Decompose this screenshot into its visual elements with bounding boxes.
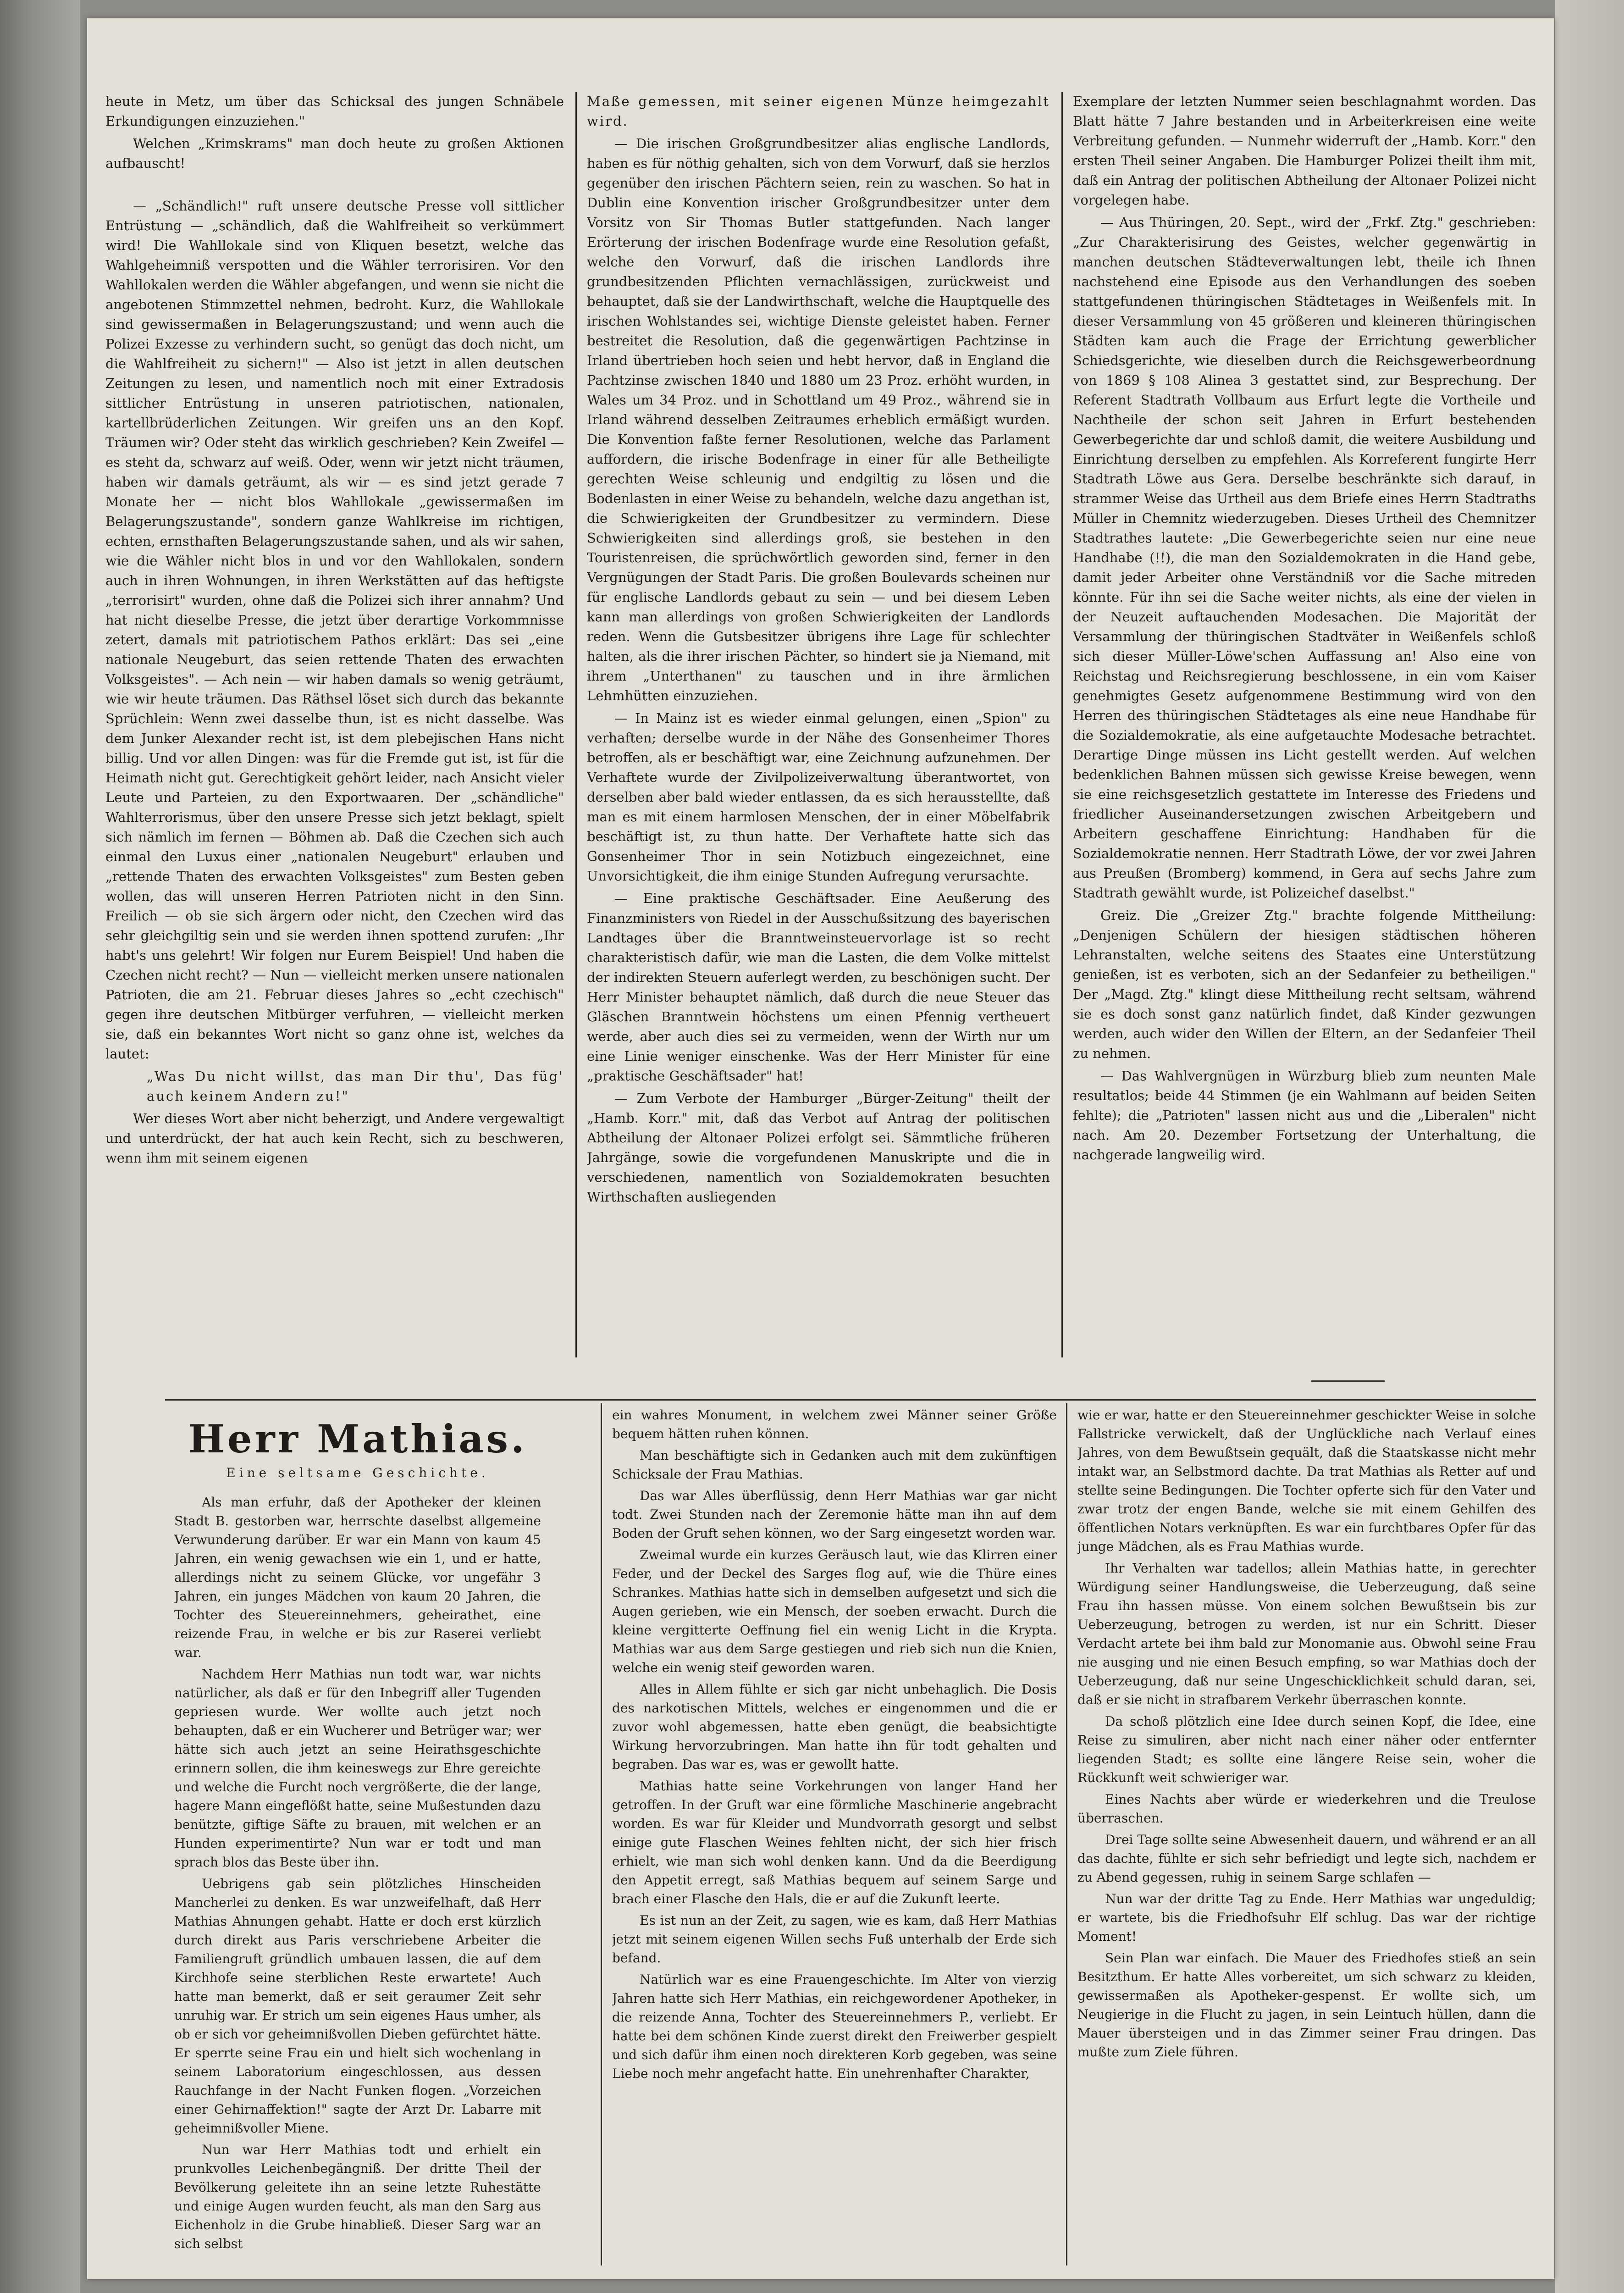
paragraph: Das war Alles überflüssig, denn Herr Mathias war gar nicht todt. Zwei Stunden nach der Zeremonie hätte man ihn auf dem Boden der Gruft sehen können, wo der Sarg eingesetzt worden war.: [612, 1488, 1057, 1541]
paragraph: wie er war, hatte er den Steuereinnehmer geschickter Weise in solche Fallstricke verwickelt, daß der Unglückliche nach Verlauf eines Jahres, von dem Bewußtsein gequält, daß die Staatskasse nicht mehr intakt war, an Selbstmord dachte. Da trat Mathias als Retter auf und stellte seine Bedingungen. Die Tochter opferte sich für den Vater und zwar trotz der engen Bande, welche sie mit einem Gehilfen des öffentlichen Notars verknüpften. Es war ein furchtbares Opfer für das junge Mädchen, als es Frau Mathias wurde.: [1077, 1407, 1536, 1554]
paragraph: Drei Tage sollte seine Abwesenheit dauern, und während er an all das dachte, fühlte er sich sehr befriedigt und legte sich, nachdem er zu Abend gegessen, ruhig in seinem Sarge schlafen —: [1077, 1832, 1536, 1885]
column-divider: [575, 92, 577, 1357]
news-column-1: [105, 92, 564, 1362]
paragraph: Alles in Allem fühlte er sich gar nicht unbehaglich. Die Dosis des narkotischen Mittels, welches er eingenommen und die er zuvor wohl abgemessen, hatte eben genügt, die beabsichtigte Wirkung hervorzubringen. Man hatte ihn für todt gehalten und begraben. Das war es, was er gewollt hatte.: [612, 1682, 1057, 1772]
paragraph: — Die irischen Großgrundbesitzer alias englische Landlords, haben es für nöthig gehalten, sich von dem Vorwurf, daß sie herzlos gegenüber den irischen Pächtern seien, rein zu waschen. So hat in Dublin eine Konvention irischer Großgrundbesitzer unter dem Vorsitz von Sir Thomas Butler stattgefunden. Nach langer Erörterung der irischen Bodenfrage wurde eine Resolution gefaßt, welche den Vorwurf, daß die irischen Landlords ihre grundbesitzenden Pflichten vernachlässigen, zurückweist und behauptet, daß sie der Landwirthschaft, welche die Hauptquelle des irischen Wohlstandes sei, wichtige Dienste geleistet haben. Ferner bestreitet die Resolution, daß die gegenwärtigen Pachtzinse in Irland übertrieben hoch seien und hebt hervor, daß in England die Pachtzinse zwischen 1840 und 1880 um 23 Proz. erhöht wurden, in Wales um 34 Proz. und in Schottland um 49 Proz., während sie in Irland während desselben Zeitraumes erheblich ermäßigt wurden. Die Konvention faßte ferner Resolutionen, welche das Parlament auffordern, die irische Bodenfrage in einer für alle Betheiligte gerechten Weise schleunig und endgiltig zu lösen und die Bodenlasten in einer Weise zu behandeln, welche dazu angethan ist, die Schwierigkeiten der Grundbesitzer zu vermindern. Diese Schwierigkeiten sind allerdings groß, sie bestehen in den Touristenreisen, die sprüchwörtlich geworden sind, ferner in den Vergnügungen der Stadt Paris. Die großen Boulevards scheinen nur für englische Landlords gebaut zu sein — und bei diesem Leben kann man allerdings von großen Schwierigkeiten der Landlords reden. Wenn die Gutsbesitzer übrigens ihre Lage für schlechter halten, als die ihrer irischen Pächter, so hindert sie ja Niemand, mit ihrem „Unterthanen" zu tauschen und in ihre ärmlichen Lehmhütten einzuziehen.: [587, 136, 1050, 703]
paragraph: Exemplare der letzten Nummer seien beschlagnahmt worden. Das Blatt hätte 7 Jahre bestanden und in Arbeiterkreisen eine weite Verbreitung gefunden. — Nunmehr widerruft der „Hamb. Korr." den ersten Theil seiner Angaben. Die Hamburger Polizei theilt ihm mit, daß ein Antrag der politischen Abtheilung der Altonaer Polizei nicht vorgelegen habe.: [1073, 94, 1536, 208]
paragraph: — Aus Thüringen, 20. Sept., wird der „Frkf. Ztg." geschrieben: „Zur Charakterisirung des Geistes, welcher gegenwärtig in manchen deutschen Städteverwaltungen lebt, theile ich Ihnen nachstehend eine Episode aus den Verhandlungen des soeben stattgefundenen thüringischen Städtetages in Weißenfels mit. In dieser Versammlung von 45 größeren und kleineren thüringischen Städten kam auch die Frage der Errichtung gewerblicher Schiedsgerichte, wie dieselben durch die Reichsgewerbeordnung von 1869 § 108 Alinea 3 gestattet sind, zur Besprechung. Der Referent Stadtrath Vollbaum aus Erfurt legte die Vortheile und Nachtheile der schon seit Jahren in Erfurt bestehenden Gewerbegerichte dar und schloß damit, die weitere Ausbildung und Einrichtung derselben zu empfehlen. Als Korreferent fungirte Herr Stadtrath Löwe aus Gera. Derselbe beschränkte sich darauf, in strammer Weise das Urtheil aus dem Briefe eines Herrn Stadtraths Müller in Chemnitz wiederzugeben. Dieses Urtheil des Chemnitzer Stadtrathes lautete: „Die Gewerbegerichte seien nur eine neue Handhabe (!!), die man den Sozialdemokraten in die Hand gebe, damit jeder Arbeiter ohne Verständniß vor die Sache mitreden könnte. Für ihn sei die Sache weiter nichts, als eine der vielen in der Neuzeit auftauchenden Modesachen. Die Majorität der Versammlung der thüringischen Stadtväter in Weißenfels schloß sich dieser Müller-Löwe'schen Auffassung an! Also eine von Reichstag und Reichsregierung beschlossene, in ein vom Kaiser genehmigtes Gesetz aufgenommene Bestimmung wird von den Herren des thüringischen Städtetages als eine neue Handhabe für die Sozialdemokratie, als eine aufgetauchte Modesache betrachtet. Derartige Dinge müssen ins Licht gestellt werden. Auf welchen bedenklichen Bahnen müssen sich gewisse Kreise bewegen, wenn sie eine reichsgesetzlich gestattete im Interesse des Friedens und friedlicher Auseinandersetzungen zwischen Arbeitgebern und Arbeitern geschaffene Einrichtung: Handhaben für die Sozialdemokratie nennen. Herr Stadtrath Löwe, der vor zwei Jahren aus Preußen (Bromberg) kommend, in Gera auf sechs Jahre zum Stadtrath gewählt wurde, ist Polizeichef daselbst.": [1073, 215, 1536, 901]
column-divider: [1061, 92, 1063, 1357]
paragraph: Maße gemessen, mit seiner eigenen Münze heimgezahlt wird.: [587, 94, 1050, 129]
paragraph: Nun war der dritte Tag zu Ende. Herr Mathias war ungeduldig; er wartete, bis die Friedhofsuhr Elf schlug. Das war der richtige Moment!: [1077, 1891, 1536, 1944]
story-title: Herr Mathias.: [188, 1416, 527, 1462]
paragraph: Uebrigens gab sein plötzliches Hinscheiden Mancherlei zu denken. Es war unzweifelhaft, daß Herr Mathias Ahnungen gehabt. Hatte er doch erst kürzlich durch direkt aus Paris verschriebene Arbeiter die Familiengruft gründlich umbauen lassen, die auf dem Kirchhofe seine sterblichen Reste erwartete! Auch hatte man bemerkt, daß er seit geraumer Zeit sehr unruhig war. Er strich um sein eigenes Haus umher, als ob er sich vor geheimnißvollen Dieben gefürchtet hätte. Er sperrte seine Frau ein und hielt sich wochenlang in seinem Laboratorium eingeschlossen, aus dessen Rauchfange in der Nacht Funken flogen. „Vorzeichen einer Gehirnaffektion!" sagte der Arzt Dr. Labarre mit geheimnißvoller Miene.: [174, 1876, 541, 2136]
paragraph: heute in Metz, um über das Schicksal des jungen Schnäbele Erkundigungen einzuziehen.": [105, 94, 564, 129]
newspaper-page: [87, 18, 1554, 2279]
paragraph: Eines Nachts aber würde er wiederkehren und die Treulose überraschen.: [1077, 1792, 1536, 1826]
story-column-3: [1077, 1406, 1536, 2263]
news-column-3: [1073, 92, 1536, 1362]
paragraph: Greiz. Die „Greizer Ztg." brachte folgende Mittheilung: „Denjenigen Schülern der hiesigen städtischen höheren Lehranstalten, welche seitens des Staates eine Unterstützung genießen, ist es verboten, sich an der Sedanfeier zu betheiligen." Der „Magd. Ztg." klingt diese Mittheilung recht seltsam, während sie es doch sonst ganz natürlich findet, daß Kinder gezwungen werden, auch wider den Willen der Eltern, an der Sedanfeier Theil zu nehmen.: [1073, 908, 1536, 1061]
quote: „Was Du nicht willst, das man Dir thu', Das füg' auch keinem Andern zu!": [147, 1069, 564, 1104]
news-column-2: [587, 92, 1050, 1362]
story-subtitle: Eine seltsame Geschichte.: [226, 1465, 489, 1480]
paragraph: Sein Plan war einfach. Die Mauer des Friedhofes stieß an sein Besitzthum. Er hatte Alles vorbereitet, um sich schwarz zu kleiden, gewissermaßen als Apotheker-gespenst. Er wollte sich, um Neugierige in die Flucht zu jagen, in sein Leintuch hüllen, dann die Mauer übersteigen und in das Zimmer seiner Frau dringen. Das mußte zum Ziele führen.: [1077, 1950, 1536, 2060]
paragraph: — Eine praktische Geschäftsader. Eine Aeußerung des Finanzministers von Riedel in der Ausschußsitzung des bayerischen Landtages über die Branntweinsteuervorlage ist so recht charakteristisch dafür, wie man die Lasten, die dem Volke mittelst der indirekten Steuern auferlegt werden, zu beschönigen sucht. Der Herr Minister behauptet nämlich, daß durch die neue Steuer das Gläschen Branntwein höchstens um einen Pfennig vertheuert werde, aber auch dies sei zu vermeiden, wenn der Wirth nur um eine Linie weniger einschenke. Was der Herr Minister für eine „praktische Geschäftsader" hat!: [587, 891, 1050, 1084]
paragraph: Ihr Verhalten war tadellos; allein Mathias hatte, in gerechter Würdigung seiner Handlungsweise, die Ueberzeugung, daß seine Frau ihn hassen müsse. Von einem solchen Bewußtsein bis zur Ueberzeugung, betrogen zu werden, ist nur ein Schritt. Dieser Verdacht artete bei ihm bald zur Monomanie aus. Obwohl seine Frau nie ausging und nie einen Besuch empfing, so war Mathias doch der Ueberzeugung, daß nur seine Ungeschicklichkeit schuld daran, sei, daß er sie nicht in strafbarem Verkehr überraschen konnte.: [1077, 1561, 1536, 1707]
paragraph: Natürlich war es eine Frauengeschichte. Im Alter von vierzig Jahren hatte sich Herr Mathias, ein reichgewordener Apotheker, in die reizende Anna, Tochter des Steuereinnehmers P., verliebt. Er hatte bei dem schönen Kinde zuerst direkt den Freiwerber gespielt und sich dafür ihm einen noch direkteren Korb gegeben, was seine Liebe noch mehr angefacht hatte. Ein unehrenhafter Charakter,: [612, 1972, 1057, 2081]
column-divider: [601, 1403, 602, 2265]
paragraph: Als man erfuhr, daß der Apotheker der kleinen Stadt B. gestorben war, herrschte daselbst allgemeine Verwunderung darüber. Er war ein Mann von kaum 45 Jahren, ein wenig gewachsen wie ein 1, und er hatte, allerdings nicht zu seinem Glücke, vor ungefähr 3 Jahren, ein junges Mädchen von kaum 20 Jahren, die Tochter des Steuereinnehmers, geheirathet, eine reizende Frau, in welche er bis zur Raserei verliebt war.: [174, 1495, 541, 1660]
paragraph: Man beschäftigte sich in Gedanken auch mit dem zukünftigen Schicksale der Frau Mathias.: [612, 1448, 1057, 1482]
section-end-rule: [1311, 1380, 1385, 1382]
story-column-2: [612, 1406, 1057, 2263]
paragraph: Welchen „Krimskrams" man doch heute zu großen Aktionen aufbauscht!: [105, 136, 564, 171]
scan-right-edge: [1555, 0, 1624, 2293]
paragraph: ein wahres Monument, in welchem zwei Männer seiner Größe bequem hätten ruhen können.: [612, 1407, 1057, 1441]
paragraph: Nachdem Herr Mathias nun todt war, war nichts natürlicher, als daß er für den Inbegriff aller Tugenden gepriesen wurde. Wer wollte auch jetzt noch behaupten, daß er ein Wucherer und Betrüger war; wer hätte sich auch jetzt an seine Heirathsgeschichte erinnern sollen, die ihm keineswegs zur Ehre gereichte und welche die Furcht noch vergrößerte, die der lange, hagere Mann eingeflößt hatte, seine Mußestunden dazu benützte, giftige Säfte zu brauen, mit welchen er an Hunden experimentirte? Nun war er todt und man sprach blos das Beste über ihn.: [174, 1667, 541, 1870]
paragraph: Mathias hatte seine Vorkehrungen von langer Hand her getroffen. In der Gruft war eine förmliche Maschinerie angebracht worden. Es war für Kleider und Mundvorrath gesorgt und selbst einige gute Flaschen Weines fehlten nicht, der sich hier frisch erhielt, wie man sich wohl denken kann. Und da die Beerdigung den Appetit erregt, saß Mathias bequem auf seinem Sarge und brach einer Flasche den Hals, die er auf die Zukunft leerte.: [612, 1778, 1057, 1906]
story-column-1: [174, 1493, 541, 2263]
paragraph: Nun war Herr Mathias todt und erhielt ein prunkvolles Leichenbegängniß. Der dritte Theil der Bevölkerung geleitete ihn an seine letzte Ruhestätte und einige Augen wurden feucht, als man den Sarg aus Eichenholz in die Grube hinabließ. Dieser Sarg war an sich selbst: [174, 2142, 541, 2251]
paragraph: Zweimal wurde ein kurzes Geräusch laut, wie das Klirren einer Feder, und der Deckel des Sarges flog auf, wie die Thüre eines Schrankes. Mathias hatte sich in demselben aufgesetzt und sich die Augen gerieben, wie ein Mensch, der soeben erwacht. Durch die kleine vergitterte Oeffnung fiel ein wenig Licht in die Krypta. Mathias war aus dem Sarge gestiegen und rieb sich nun die Knien, welche ein wenig steif geworden waren.: [612, 1547, 1057, 1675]
column-divider: [1066, 1403, 1067, 2265]
paragraph: Es ist nun an der Zeit, zu sagen, wie es kam, daß Herr Mathias jetzt mit seinem eigenen Willen sechs Fuß unterhalb der Erde sich befand.: [612, 1913, 1057, 1966]
paragraph: — In Mainz ist es wieder einmal gelungen, einen „Spion" zu verhaften; derselbe wurde in der Nähe des Gonsenheimer Thores betroffen, als er beschäftigt war, eine Zeichnung aufzunehmen. Der Verhaftete wurde der Zivilpolizeiverwaltung überantwortet, von derselben aber bald wieder entlassen, da es sich herausstellte, daß man es mit einem harmlosen Menschen, der in einer Möbelfabrik beschäftigt ist, zu thun hatte. Der Verhaftete hatte sich das Gonsenheimer Thor in sein Notizbuch eingezeichnet, eine Unvorsichtigkeit, die ihm einige Stunden Aufregung verursachte.: [587, 710, 1050, 884]
paragraph: — Das Wahlvergnügen in Würzburg blieb zum neunten Male resultatlos; beide 44 Stimmen (je ein Wahlmann auf beiden Seiten fehlte); die „Patrioten" lassen nicht aus und die „Liberalen" nicht nach. Am 20. Dezember Fortsetzung der Unterhaltung, die nachgerade langweilig wird.: [1073, 1068, 1536, 1163]
scan-binding-edge: [0, 0, 80, 2293]
paragraph: Da schoß plötzlich eine Idee durch seinen Kopf, die Idee, eine Reise zu simuliren, aber nicht nach einer näher oder entfernter liegenden Stadt; es sollte eine längere Reise sein, woher die Rückkunft weit schwieriger war.: [1077, 1714, 1536, 1785]
paragraph: Wer dieses Wort aber nicht beherzigt, und Andere vergewaltigt und unterdrückt, der hat auch kein Recht, sich zu beschweren, wenn ihm mit seinem eigenen: [105, 1111, 564, 1166]
paragraph: — „Schändlich!" ruft unsere deutsche Presse voll sittlicher Entrüstung — „schändlich, daß die Wahlfreiheit so verkümmert wird! Die Wahllokale sind von Kliquen besetzt, welche das Wahlgeheimniß verspotten und die Wähler terrorisiren. Vor den Wahllokalen werden die Wähler abgefangen, und wenn sie nicht die angebotenen Stimmzettel nehmen, bedroht. Kurz, die Wahllokale sind gewissermaßen in Belagerungszustand; und wenn auch die Polizei Exzesse zu verhindern sucht, so genügt das doch nicht, um die Wahlfreiheit zu sichern!" — Also ist jetzt in allen deutschen Zeitungen zu lesen, und namentlich noch mit einer Extradosis sittlicher Entrüstung in unseren patriotischen, nationalen, kartellbrüderlichen Zeitungen. Wir greifen uns an den Kopf. Träumen wir? Oder steht das wirklich geschrieben? Kein Zweifel — es steht da, schwarz auf weiß. Oder, wenn wir jetzt nicht träumen, haben wir damals geträumt, als wir — es sind jetzt gerade 7 Monate her — nicht blos Wahllokale „gewissermaßen im Belagerungszustande", sondern ganze Wahlkreise im richtigen, echten, ernsthaften Belagerungszustande sahen, und als wir sahen, wie die Wähler nicht blos in und vor den Wahllokalen, sondern auch in ihren Wohnungen, in ihren Werkstätten auf das heftigste „terrorisirt" wurden, ohne daß die Polizei sich ihrer annahm? Und hat nicht dieselbe Presse, die jetzt über derartige Vorkommnisse zetert, damals mit patriotischem Pathos erklärt: Das sei „eine nationale Neugeburt, das seien rettende Thaten des erwachten Volksgeistes". — Ach nein — wir haben damals so wenig geträumt, wie wir heute träumen. Das Räthsel löset sich durch das bekannte Sprüchlein: Wenn zwei dasselbe thun, ist es nicht dasselbe. Was dem Junker Alexander recht ist, ist dem plebejischen Hans nicht billig. Und vor allen Dingen: was für die Fremde gut ist, ist für die Heimath nicht gut. Gerechtigkeit gehört leider, nach Ansicht vieler Leute und Parteien, zu den Exportwaaren. Der „schändliche" Wahlterrorismus, über den unsere Presse sich jetzt beklagt, spielt sich nämlich im fernen — Böhmen ab. Daß die Czechen sich auch einmal den Luxus einer „nationalen Neugeburt" erlauben und „rettende Thaten des erwachten Volksgeistes" zum Besten geben wollen, das will unseren Herren Patrioten nicht in den Sinn. Freilich — ob sie sich ärgern oder nicht, den Czechen wird das sehr gleichgiltig sein und sie werden ihnen spottend zurufen: „Ihr habt's uns gelehrt! Wir folgen nur Eurem Beispiel! Und haben die Czechen nicht recht? — Nun — vielleicht merken unsere nationalen Patrioten, die am 21. Februar dieses Jahres so „echt czechisch" gegen ihre deutschen Mitbürger verfuhren, — vielleicht merken sie, daß ein bekanntes Wort nicht so ganz ohne ist, welches da lautet:: [105, 198, 564, 1062]
paragraph: — Zum Verbote der Hamburger „Bürger-Zeitung" theilt der „Hamb. Korr." mit, daß das Verbot auf Antrag der politischen Abtheilung der Altonaer Polizei erfolgt sei. Sämmtliche früheren Jahrgänge, sowie die vorgefundenen Manuskripte und die in verschiedenen, namentlich von Sozialdemokraten besuchten Wirthschaften ausliegenden: [587, 1091, 1050, 1205]
feuilleton-rule: [165, 1399, 1536, 1401]
